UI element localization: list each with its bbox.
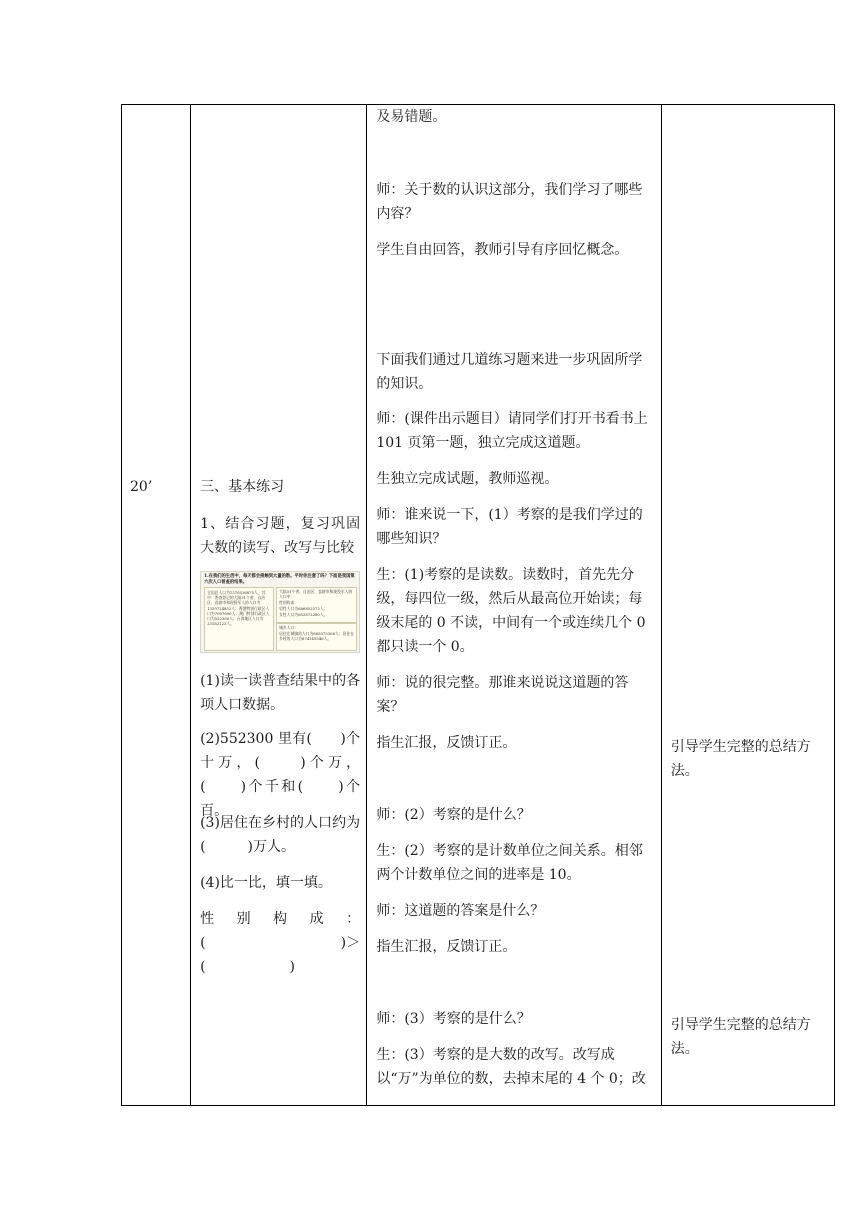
process-text: 学生自由回答，教师引导有序回忆概念。 <box>376 242 629 258</box>
section-title: 三、基本练习 <box>200 479 285 495</box>
process-text: 生：(2）考察的是计数单位之间关系。相邻两个计数单位之间的进率是 10。 <box>376 843 643 883</box>
process-cell <box>367 105 661 1106</box>
lesson-plan-table <box>121 104 835 1106</box>
exercise-image-left-text: 全国总人口为1370536875人，其中：普查登记的大陆31个省、自治区、直辖市和现役军人的人口为1339724852人；香港特别行政区人口为7097600人；澳门特别行政区人口为552300人；台湾地区人口为23162123人。 <box>207 590 270 627</box>
process-text: 生：(3）考察的是大数的改写。改写成以“万”为单位的数，去掉末尾的 4 个 0；改 <box>376 1047 646 1087</box>
exercise-image <box>200 571 360 653</box>
process-text: 指生汇报，反馈订正。 <box>376 939 517 955</box>
process-text: 师：这道题的答案是什么？ <box>376 903 545 919</box>
intent-note: 引导学生完整的总结方法。 <box>670 1017 811 1057</box>
process-text: 师：(课件出示题目）请同学们打开书看书上 101 页第一题，独立完成这道题。 <box>376 411 648 451</box>
time-cell <box>122 105 191 1106</box>
question-2: (2)552300 里有( )个十万，( )个万，( )个千和( )个百。 <box>200 731 361 819</box>
intent-note: 引导学生完整的总结方法。 <box>670 739 811 779</box>
exercise-image-left-box <box>204 587 274 651</box>
process-text: 及易错题。 <box>376 109 447 125</box>
exercise-item-1: 1、结合习题，复习巩固大数的读写、改写与比较 <box>200 516 361 556</box>
question-1: (1)读一读普查结果中的各项人口数据。 <box>200 673 361 713</box>
exercise-image-right-bottom-box <box>276 623 357 651</box>
process-text: 师：关于数的认识这部分，我们学习了哪些内容？ <box>376 182 643 222</box>
question-4: (4)比一比，填一填。 <box>200 875 332 891</box>
process-text: 师：说的很完整。那谁来说说这道题的答案？ <box>376 675 629 715</box>
content-cell <box>191 105 367 1106</box>
time-value: 20’ <box>130 479 153 495</box>
exercise-image-text: 居住在城镇的人口为665575306人；居住在乡村的人口为674149546人。 <box>279 631 354 642</box>
question-3: (3)居住在乡村的人口约为( )万人。 <box>200 815 361 855</box>
intent-cell <box>661 105 834 1106</box>
process-text: 师：谁来说一下，(1）考察的是我们学过的哪些知识？ <box>376 507 643 547</box>
process-text: 生：(1)考察的是读数。读数时，首先先分级，每四位一级，然后从最高位开始读；每级末尾的 0 不读，中间有一个或连续几个 0 都只读一个 0。 <box>376 567 646 655</box>
table-row <box>122 105 835 1106</box>
exercise-image-title: 1.在我们的生活中，每天都会接触到大量的数。平时你注意了吗？下面是我国第六次人口普查的结果。 <box>204 574 355 585</box>
process-text: 指生汇报，反馈订正。 <box>376 735 517 751</box>
exercise-image-text: 男性人口为686852572人； <box>279 606 328 611</box>
process-text: 下面我们通过几道练习题来进一步巩固所学的知识。 <box>376 352 643 392</box>
process-text: 师：(3）考察的是什么？ <box>376 1011 531 1027</box>
exercise-image-text: 性别构成： <box>279 600 299 605</box>
process-text: 生独立完成试题，教师巡视。 <box>376 471 559 487</box>
question-5: 性别构成：( )＞( ) <box>200 911 361 975</box>
process-text: 师：(2）考察的是什么？ <box>376 807 531 823</box>
exercise-image-text: 城乡人口： <box>279 625 299 630</box>
exercise-image-right-top-box <box>276 587 357 623</box>
exercise-image-text: 女性人口为652872280人。 <box>279 612 328 617</box>
exercise-image-text: 大陆31个省、自治区、直辖市和现役军人的人口中： <box>279 589 353 600</box>
